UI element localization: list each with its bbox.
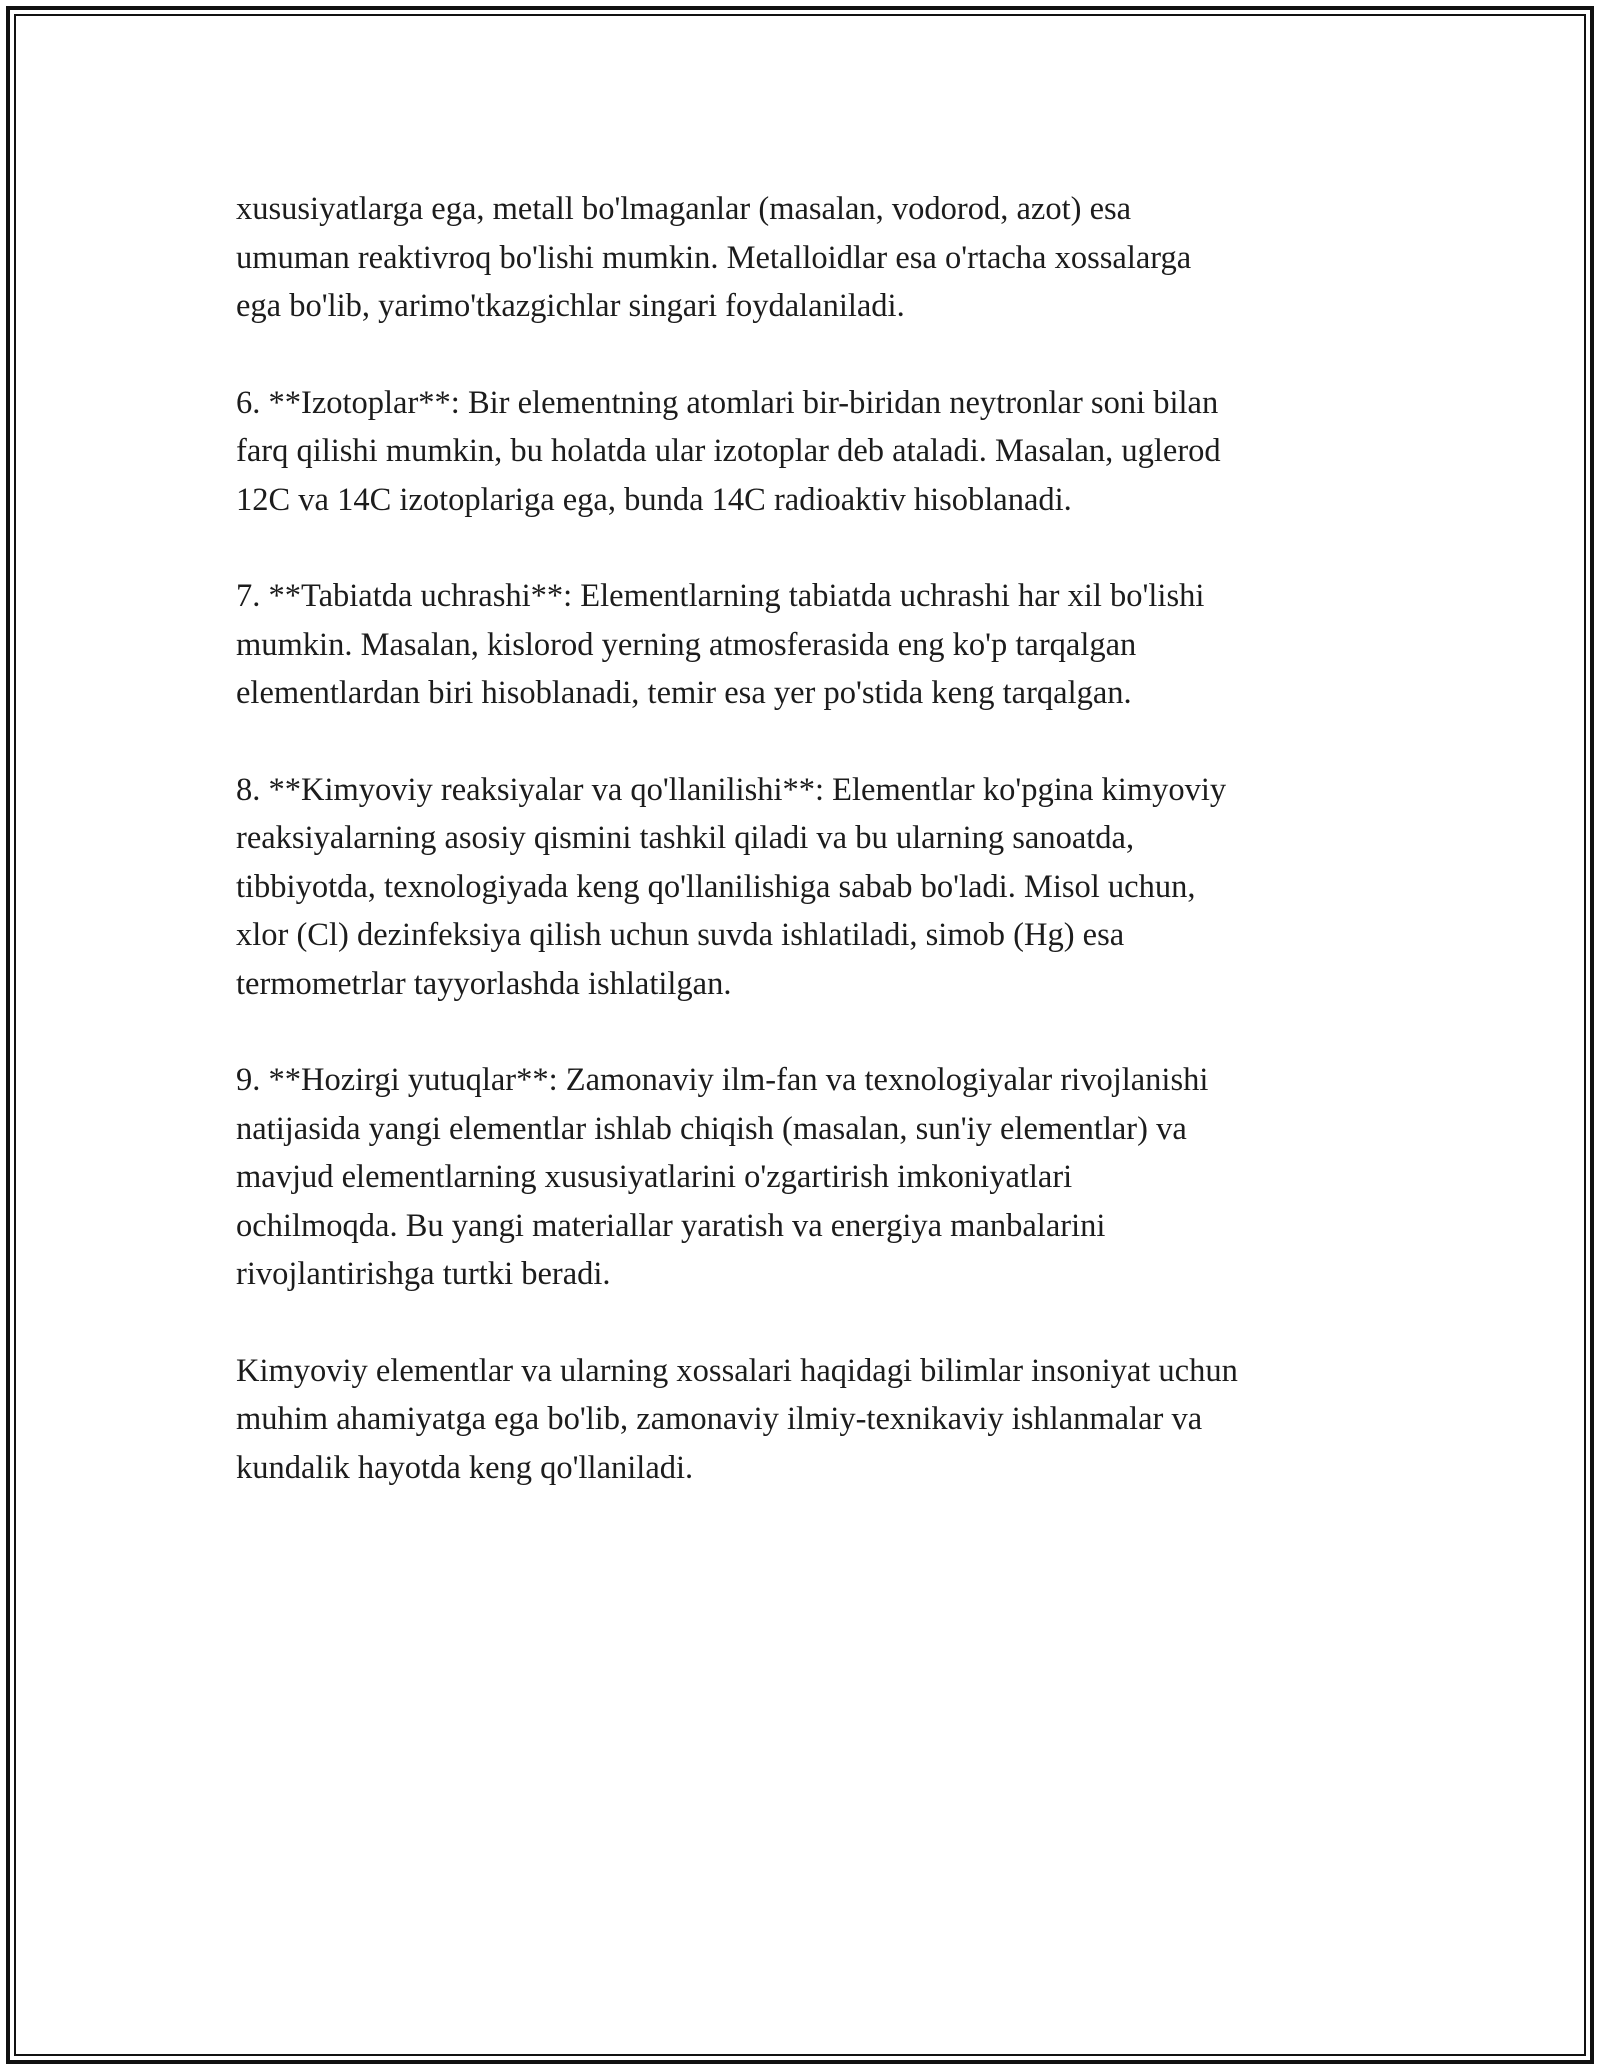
paragraph-chemical-reactions — [236, 766, 1386, 1009]
text-line: xlor (Cl) dezinfeksiya qilish uchun suvda ishlatiladi, simob (Hg) esa — [236, 917, 1125, 953]
text-line: 8. **Kimyoviy reaksiyalar va qo'llanilishi**: Elementlar ko'pgina kimyoviy — [236, 771, 1227, 808]
text-line: kundalik hayotda keng qo'llaniladi. — [236, 1449, 694, 1486]
paragraph-isotopes — [236, 379, 1386, 525]
text-line: 9. **Hozirgi yutuqlar**: Zamonaviy ilm-fan va texnologiyalar rivojlanishi — [236, 1062, 1209, 1098]
document-body — [236, 185, 1386, 1540]
text-line: xususiyatlarga ega, metall bo'lmaganlar (masalan, vodorod, azot) esa — [236, 191, 1132, 227]
text-line: 12C va 14C izotoplariga ega, bunda 14C radioaktiv hisoblanadi. — [236, 481, 1072, 518]
text-line: 7. **Tabiatda uchrashi**: Elementlarning tabiatda uchrashi har xil bo'lishi — [236, 578, 1205, 614]
text-line: ochilmoqda. Bu yangi materiallar yaratish va energiya manbalarini — [236, 1207, 1106, 1244]
text-line: rivojlantirishga turtki beradi. — [236, 1256, 611, 1292]
paragraph-metal-properties — [236, 185, 1386, 331]
text-line: tibbiyotda, texnologiyada keng qo'llanilishiga sabab bo'ladi. Misol uchun, — [236, 868, 1196, 905]
text-line: mumkin. Masalan, kislorod yerning atmosferasida eng ko'p tarqalgan — [236, 626, 1137, 663]
paragraph-modern-achievements — [236, 1056, 1386, 1299]
text-line: umuman reaktivroq bo'lishi mumkin. Metalloidlar esa o'rtacha xossalarga — [236, 239, 1192, 276]
text-line: Kimyoviy elementlar va ularning xossalari haqidagi bilimlar insoniyat uchun — [236, 1352, 1238, 1389]
text-line: natijasida yangi elementlar ishlab chiqish (masalan, sun'iy elementlar) va — [236, 1110, 1187, 1147]
text-line: muhim ahamiyatga ega bo'lib, zamonaviy ilmiy-texnikaviy ishlanmalar va — [236, 1401, 1203, 1437]
text-line: reaksiyalarning asosiy qismini tashkil qiladi va bu ularning sanoatda, — [236, 820, 1135, 856]
text-line: termometrlar tayyorlashda ishlatilgan. — [236, 965, 732, 1002]
text-line: ega bo'lib, yarimo'tkazgichlar singari foydalaniladi. — [236, 288, 905, 324]
text-line: mavjud elementlarning xususiyatlarini o'zgartirish imkoniyatlari — [236, 1159, 1073, 1195]
text-line: farq qilishi mumkin, bu holatda ular izotoplar deb ataladi. Masalan, uglerod — [236, 433, 1221, 469]
paragraph-occurrence-in-nature — [236, 572, 1386, 718]
text-line: 6. **Izotoplar**: Bir elementning atomlari bir-biridan neytronlar soni bilan — [236, 384, 1219, 421]
text-line: elementlardan biri hisoblanadi, temir esa yer po'stida keng tarqalgan. — [236, 675, 1132, 711]
paragraph-conclusion — [236, 1347, 1386, 1493]
